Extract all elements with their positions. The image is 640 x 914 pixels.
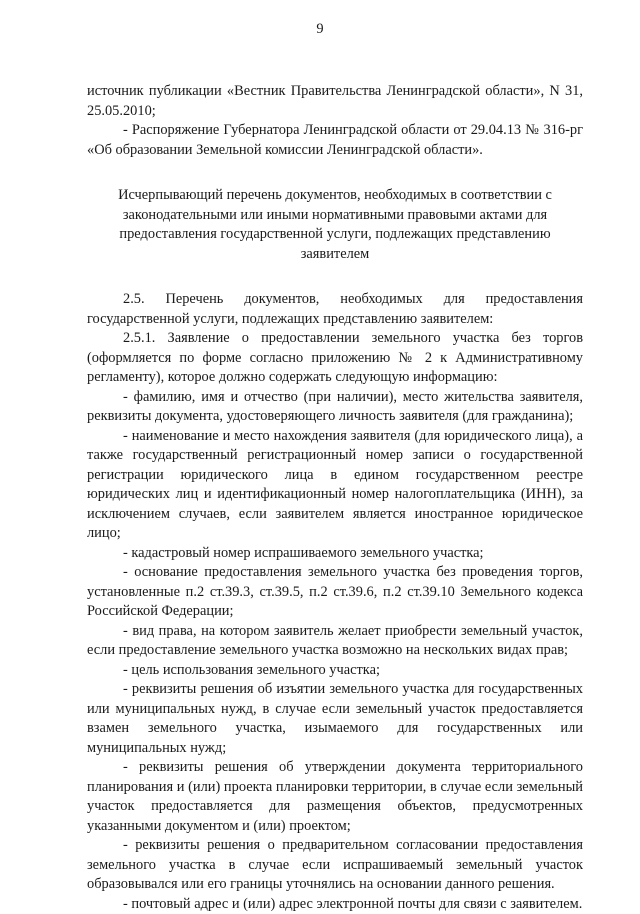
section-heading: Исчерпывающий перечень документов, необходимых в соответствии с законодательными или иными нормативными правовыми актами для предоставления государственной услуги, подлежащих представлению заявителем [87,186,583,264]
list-item: - наименование и место нахождения заявителя (для юридического лица), а также государственный регистрационный номер записи о государственной регистрации юридического лица в едином государственном реестре юридических лиц и идентификационный номер налогоплательщика (ИНН), за исключением случаев, если заявителем является иностранное юридическое лицо; [87,427,583,544]
list-item: - реквизиты решения об утверждении документа территориального планирования и (или) проекта планировки территории, в случае если земельный участок предоставляется для размещения объектов, предусмотренных указанными документом и (или) проектом; [87,758,583,836]
list-item: - реквизиты решения о предварительном согласовании предоставления земельного участка в случае если испрашиваемый земельный участок образовывался или его границы уточнялись на основании данного решения. [87,836,583,895]
paragraph: источник публикации «Вестник Правительства Ленинградской области», N 31, 25.05.2010; [87,82,583,121]
paragraph: 2.5.1. Заявление о предоставлении земельного участка без торгов (оформляется по форме согласно приложению № 2 к Административному регламенту), которое должно содержать следующую информацию: [87,329,583,388]
list-item: - кадастровый номер испрашиваемого земельного участка; [87,544,583,564]
paragraph: 2.5. Перечень документов, необходимых для предоставления государственной услуги, подлежащих представлению заявителем: [87,290,583,329]
page-number: 9 [0,21,640,38]
list-item: - цель использования земельного участка; [87,661,583,681]
list-item: - вид права, на котором заявитель желает приобрести земельный участок, если предоставление земельного участка возможно на нескольких видах прав; [87,622,583,661]
list-item: - основание предоставления земельного участка без проведения торгов, установленные п.2 ст.39.3, ст.39.5, п.2 ст.39.6, п.2 ст.39.10 Земельного кодекса Российской Федерации; [87,563,583,622]
document-body [87,82,583,914]
list-item: - реквизиты решения об изъятии земельного участка для государственных или муниципальных нужд, в случае если земельный участок предоставляется взамен земельного участка, изымаемого для государственных или муниципальных нужд; [87,680,583,758]
list-item: - почтовый адрес и (или) адрес электронной почты для связи с заявителем. [87,895,583,914]
paragraph: - Распоряжение Губернатора Ленинградской области от 29.04.13 № 316-рг «Об образовании Земельной комиссии Ленинградской области». [87,121,583,160]
list-item: - фамилию, имя и отчество (при наличии), место жительства заявителя, реквизиты документа, удостоверяющего личность заявителя (для гражданина); [87,388,583,427]
